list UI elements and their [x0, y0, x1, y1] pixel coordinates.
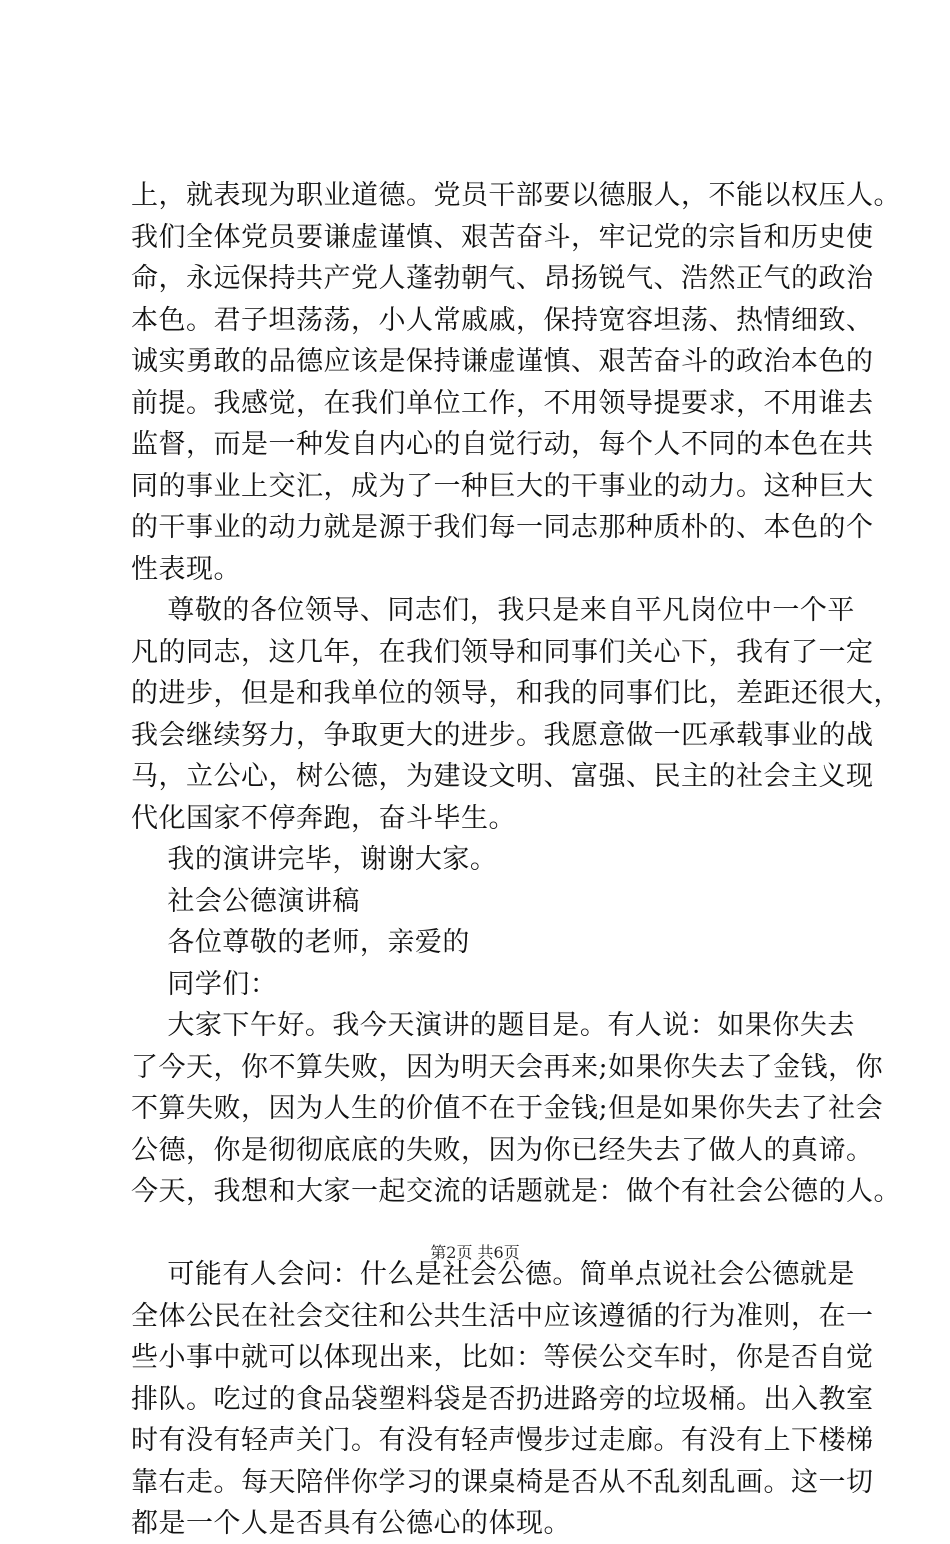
text-line: 各位尊敬的老师，亲爱的 — [131, 927, 470, 958]
text-line: 我的演讲完毕，谢谢大家。 — [131, 844, 498, 875]
text-line: 社会公德演讲稿 — [131, 885, 360, 917]
text-line: 性表现。 — [131, 553, 241, 585]
text-line: 大家下午好。我今天演讲的题目是。有人说：如果你失去 — [131, 1010, 855, 1041]
text-line: 可能有人会问：什么是社会公德。简单点说社会公德就是 — [131, 1259, 855, 1290]
text-line: 时有没有轻声关门。有没有轻声慢步过走廊。有没有上下楼梯 — [131, 1425, 874, 1456]
text-line: 公德，你是彻彻底底的失败，因为你已经失去了做人的真谛。 — [131, 1134, 874, 1166]
text-line: 排队。吃过的食品袋塑料袋是否扔进路旁的垃圾桶。出入教室 — [131, 1383, 874, 1415]
text-line: 的干事业的动力就是源于我们每一同志那种质朴的、本色的个 — [131, 512, 874, 543]
text-line: 不算失败，因为人生的价值不在于金钱;但是如果你失去了社会 — [131, 1093, 884, 1124]
text-line: 监督，而是一种发自内心的自觉行动，每个人不同的本色在共 — [131, 429, 874, 460]
text-line: 的进步，但是和我单位的领导，和我的同事们比，差距还很大， — [131, 678, 901, 709]
text-line: 诚实勇敢的品德应该是保持谦虚谨慎、艰苦奋斗的政治本色的 — [131, 346, 874, 377]
text-line: 些小事中就可以体现出来，比如：等侯公交车时，你是否自觉 — [131, 1342, 874, 1373]
text-line: 同学们： — [131, 968, 278, 1000]
text-line: 上，就表现为职业道德。党员干部要以德服人，不能以权压人。 — [131, 180, 901, 211]
text-line: 命，永远保持共产党人蓬勃朝气、昂扬锐气、浩然正气的政治 — [131, 263, 874, 294]
text-line: 我们全体党员要谦虚谨慎、艰苦奋斗，牢记党的宗旨和历史使 — [131, 221, 874, 253]
text-line: 马，立公心，树公德，为建设文明、富强、民主的社会主义现 — [131, 761, 874, 792]
text-line: 代化国家不停奔跑，奋斗毕生。 — [131, 802, 516, 834]
text-line: 都是一个人是否具有公德心的体现。 — [131, 1508, 571, 1539]
text-line: 前提。我感觉，在我们单位工作，不用领导提要求，不用谁去 — [131, 387, 874, 419]
text-line: 我会继续努力，争取更大的进步。我愿意做一匹承载事业的战 — [131, 719, 874, 751]
text-line: 全体公民在社会交往和公共生活中应该遵循的行为准则，在一 — [131, 1300, 874, 1332]
text-line: 凡的同志，这几年，在我们领导和同事们关心下，我有了一定 — [131, 636, 874, 668]
text-line: 本色。君子坦荡荡，小人常戚戚，保持宽容坦荡、热情细致、 — [131, 304, 874, 336]
text-line: 尊敬的各位领导、同志们，我只是来自平凡岗位中一个平 — [131, 595, 855, 626]
text-line: 同的事业上交汇，成为了一种巨大的干事业的动力。这种巨大 — [131, 470, 874, 502]
text-line: 靠右走。每天陪伴你学习的课桌椅是否从不乱刻乱画。这一切 — [131, 1466, 874, 1498]
page-footer: 第2页 共6页 — [430, 1243, 520, 1262]
text-line: 今天，我想和大家一起交流的话题就是：做个有社会公德的人。 — [131, 1176, 901, 1207]
text-line: 了今天，你不算失败，因为明天会再来;如果你失去了金钱，你 — [131, 1051, 884, 1083]
